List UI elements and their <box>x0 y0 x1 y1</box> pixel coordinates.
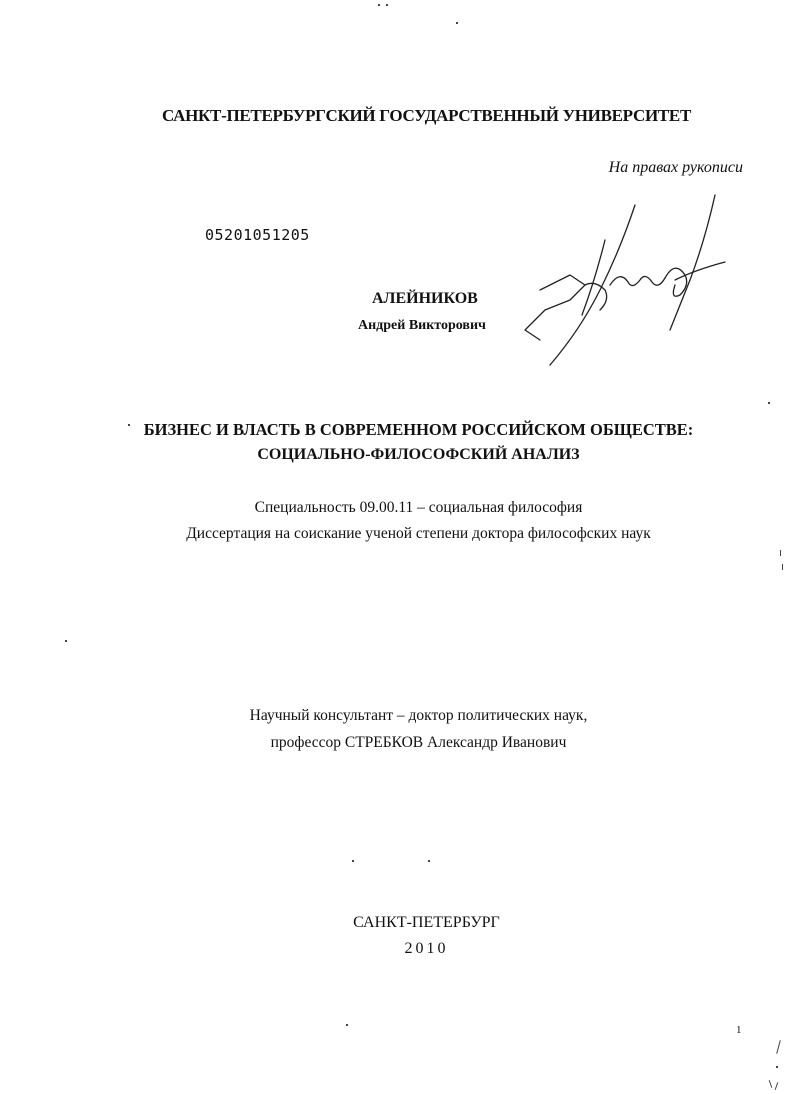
scan-speck <box>782 564 783 570</box>
specialty-line: Специальность 09.00.11 – социальная философия <box>254 499 583 516</box>
archive-number: 05201051205 <box>205 226 310 244</box>
scan-speck <box>128 424 130 426</box>
scan-speck <box>65 640 67 642</box>
scan-speck <box>352 860 354 862</box>
consultant-line1: Научный консультант – доктор политических наук, <box>249 707 588 724</box>
dissertation-title-line2: СОЦИАЛЬНО-ФИЛОСОФСКИЙ АНАЛИЗ <box>257 446 580 463</box>
author-surname: АЛЕЙНИКОВ <box>372 290 478 307</box>
degree-line: Диссертация на соискание ученой степени доктора философских наук <box>186 525 651 542</box>
author-name: Андрей Викторович <box>358 318 486 333</box>
scan-speck <box>775 1082 779 1090</box>
city: САНКТ-ПЕТЕРБУРГ <box>353 914 500 931</box>
scan-speck <box>346 1024 348 1026</box>
scan-speck <box>456 22 458 24</box>
dissertation-title-line1: БИЗНЕС И ВЛАСТЬ В СОВРЕМЕННОМ РОССИЙСКОМ ОБЩЕСТВЕ: <box>143 420 694 439</box>
scan-speck <box>428 860 430 862</box>
university-name: САНКТ-ПЕТЕРБУРГСКИЙ ГОСУДАРСТВЕННЫЙ УНИВЕРСИТЕТ <box>162 106 691 125</box>
consultant-line2: профессор СТРЕБКОВ Александр Иванович <box>270 734 567 751</box>
scan-speck <box>776 1066 778 1068</box>
year: 2010 <box>404 940 449 957</box>
scan-speck <box>378 4 380 6</box>
scan-speck <box>386 4 388 6</box>
scan-speck <box>768 402 770 404</box>
scan-speck <box>780 550 781 556</box>
handwritten-signature <box>510 190 740 370</box>
scan-speck <box>776 1040 781 1054</box>
scan-speck <box>769 1080 773 1088</box>
manuscript-note: На правах рукописи <box>608 159 743 176</box>
margin-page-mark: 1 <box>736 1024 742 1036</box>
